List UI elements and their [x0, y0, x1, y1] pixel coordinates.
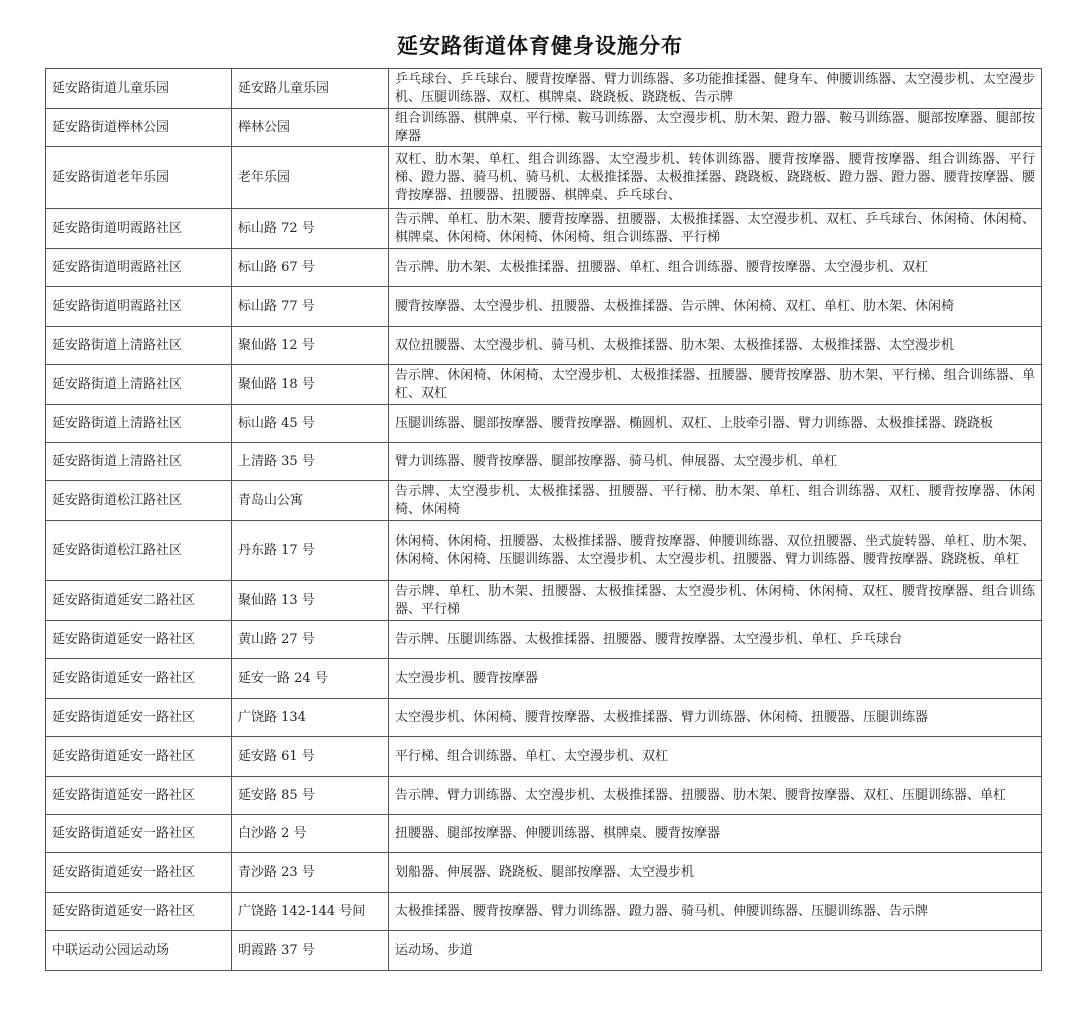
table-row	[46, 521, 1042, 581]
address-cell: 广饶路 142-144 号间	[232, 893, 389, 931]
facilities-cell: 告示牌、单杠、肋木架、腰背按摩器、扭腰器、太极推揉器、太空漫步机、双杠、乒乓球台、休闲椅、休闲椅、棋牌桌、休闲椅、休闲椅、休闲椅、组合训练器、平行梯	[389, 209, 1042, 249]
table-row	[46, 699, 1042, 737]
community-cell: 延安路街道明霞路社区	[46, 249, 232, 287]
table-row	[46, 893, 1042, 931]
facility-table	[45, 68, 1042, 971]
table-row	[46, 931, 1042, 971]
address-cell: 老年乐园	[232, 147, 389, 209]
facilities-cell: 腰背按摩器、太空漫步机、扭腰器、太极推揉器、告示牌、休闲椅、双杠、单杠、肋木架、休闲椅	[389, 287, 1042, 327]
community-cell: 延安路街道延安一路社区	[46, 699, 232, 737]
community-cell: 延安路街道明霞路社区	[46, 209, 232, 249]
table-row	[46, 209, 1042, 249]
community-cell: 延安路街道延安二路社区	[46, 581, 232, 621]
community-cell: 延安路街道松江路社区	[46, 521, 232, 581]
facilities-cell: 双杠、肋木架、单杠、组合训练器、太空漫步机、转体训练器、腰背按摩器、腰背按摩器、组合训练器、平行梯、蹬力器、骑马机、骑马机、太极推揉器、太极推揉器、跷跷板、跷跷板、蹬力器、蹬力器、腰背按摩器、腰背按摩器、扭腰器、扭腰器、棋牌桌、乒乓球台、	[389, 147, 1042, 209]
table-row	[46, 249, 1042, 287]
facilities-cell: 划船器、伸展器、跷跷板、腿部按摩器、太空漫步机	[389, 853, 1042, 893]
table-row	[46, 815, 1042, 853]
address-cell: 青沙路 23 号	[232, 853, 389, 893]
table-row	[46, 581, 1042, 621]
table-row	[46, 147, 1042, 209]
community-cell: 延安路街道儿童乐园	[46, 69, 232, 109]
facilities-cell: 太空漫步机、休闲椅、腰背按摩器、太极推揉器、臂力训练器、休闲椅、扭腰器、压腿训练器	[389, 699, 1042, 737]
facilities-cell: 告示牌、压腿训练器、太极推揉器、扭腰器、腰背按摩器、太空漫步机、单杠、乒乓球台	[389, 621, 1042, 659]
facilities-cell: 乒乓球台、乒乓球台、腰背按摩器、臂力训练器、多功能推揉器、健身车、伸腰训练器、太空漫步机、太空漫步机、压腿训练器、双杠、棋牌桌、跷跷板、跷跷板、告示牌	[389, 69, 1042, 109]
facilities-cell: 告示牌、太空漫步机、太极推揉器、扭腰器、平行梯、肋木架、单杠、组合训练器、双杠、腰背按摩器、休闲椅、休闲椅	[389, 481, 1042, 521]
table-row	[46, 777, 1042, 815]
table-row	[46, 109, 1042, 147]
facilities-cell: 扭腰器、腿部按摩器、伸腰训练器、棋牌桌、腰背按摩器	[389, 815, 1042, 853]
address-cell: 丹东路 17 号	[232, 521, 389, 581]
facilities-cell: 组合训练器、棋牌桌、平行梯、鞍马训练器、太空漫步机、肋木架、蹬力器、鞍马训练器、腿部按摩器、腿部按摩器	[389, 109, 1042, 147]
facilities-cell: 告示牌、臂力训练器、太空漫步机、太极推揉器、扭腰器、肋木架、腰背按摩器、双杠、压腿训练器、单杠	[389, 777, 1042, 815]
page-title: 延安路街道体育健身设施分布	[397, 33, 683, 58]
address-cell: 标山路 77 号	[232, 287, 389, 327]
address-cell: 上清路 35 号	[232, 443, 389, 481]
address-cell: 延安一路 24 号	[232, 659, 389, 699]
facilities-cell: 双位扭腰器、太空漫步机、骑马机、太极推揉器、肋木架、太极推揉器、太极推揉器、太空漫步机	[389, 327, 1042, 365]
community-cell: 延安路街道松江路社区	[46, 481, 232, 521]
table-row	[46, 659, 1042, 699]
table-row	[46, 327, 1042, 365]
address-cell: 聚仙路 18 号	[232, 365, 389, 405]
community-cell: 延安路街道延安一路社区	[46, 621, 232, 659]
facilities-cell: 太空漫步机、腰背按摩器	[389, 659, 1042, 699]
table-row	[46, 481, 1042, 521]
community-cell: 延安路街道榉林公园	[46, 109, 232, 147]
facilities-cell: 太极推揉器、腰背按摩器、臂力训练器、蹬力器、骑马机、伸腰训练器、压腿训练器、告示牌	[389, 893, 1042, 931]
address-cell: 广饶路 134	[232, 699, 389, 737]
address-cell: 白沙路 2 号	[232, 815, 389, 853]
table-row	[46, 853, 1042, 893]
community-cell: 延安路街道明霞路社区	[46, 287, 232, 327]
community-cell: 延安路街道延安一路社区	[46, 815, 232, 853]
address-cell: 延安路儿童乐园	[232, 69, 389, 109]
facilities-cell: 告示牌、单杠、肋木架、扭腰器、太极推揉器、太空漫步机、休闲椅、休闲椅、双杠、腰背按摩器、组合训练器、平行梯	[389, 581, 1042, 621]
facilities-cell: 休闲椅、休闲椅、扭腰器、太极推揉器、腰背按摩器、伸腰训练器、双位扭腰器、坐式旋转器、单杠、肋木架、休闲椅、休闲椅、压腿训练器、太空漫步机、太空漫步机、扭腰器、臂力训练器、腰背按摩器、跷跷板、单杠	[389, 521, 1042, 581]
table-row	[46, 621, 1042, 659]
community-cell: 延安路街道延安一路社区	[46, 737, 232, 777]
community-cell: 延安路街道上清路社区	[46, 327, 232, 365]
address-cell: 标山路 45 号	[232, 405, 389, 443]
facilities-cell: 告示牌、休闲椅、休闲椅、太空漫步机、太极推揉器、扭腰器、腰背按摩器、肋木架、平行梯、组合训练器、单杠、双杠	[389, 365, 1042, 405]
table-row	[46, 443, 1042, 481]
community-cell: 延安路街道延安一路社区	[46, 777, 232, 815]
address-cell: 榉林公园	[232, 109, 389, 147]
address-cell: 标山路 67 号	[232, 249, 389, 287]
table-row	[46, 405, 1042, 443]
table-row	[46, 365, 1042, 405]
facilities-cell: 运动场、步道	[389, 931, 1042, 971]
facilities-cell: 压腿训练器、腿部按摩器、腰背按摩器、椭圆机、双杠、上肢牵引器、臂力训练器、太极推揉器、跷跷板	[389, 405, 1042, 443]
address-cell: 延安路 61 号	[232, 737, 389, 777]
table-row	[46, 287, 1042, 327]
community-cell: 延安路街道上清路社区	[46, 365, 232, 405]
address-cell: 青岛山公寓	[232, 481, 389, 521]
address-cell: 延安路 85 号	[232, 777, 389, 815]
community-cell: 延安路街道延安一路社区	[46, 853, 232, 893]
community-cell: 延安路街道上清路社区	[46, 405, 232, 443]
address-cell: 聚仙路 12 号	[232, 327, 389, 365]
community-cell: 延安路街道上清路社区	[46, 443, 232, 481]
community-cell: 延安路街道延安一路社区	[46, 659, 232, 699]
facilities-cell: 平行梯、组合训练器、单杠、太空漫步机、双杠	[389, 737, 1042, 777]
address-cell: 黄山路 27 号	[232, 621, 389, 659]
community-cell: 延安路街道延安一路社区	[46, 893, 232, 931]
table-row	[46, 69, 1042, 109]
facilities-cell: 臂力训练器、腰背按摩器、腿部按摩器、骑马机、伸展器、太空漫步机、单杠	[389, 443, 1042, 481]
table-row	[46, 737, 1042, 777]
community-cell: 延安路街道老年乐园	[46, 147, 232, 209]
facilities-cell: 告示牌、肋木架、太极推揉器、扭腰器、单杠、组合训练器、腰背按摩器、太空漫步机、双杠	[389, 249, 1042, 287]
address-cell: 标山路 72 号	[232, 209, 389, 249]
address-cell: 聚仙路 13 号	[232, 581, 389, 621]
address-cell: 明霞路 37 号	[232, 931, 389, 971]
community-cell: 中联运动公园运动场	[46, 931, 232, 971]
